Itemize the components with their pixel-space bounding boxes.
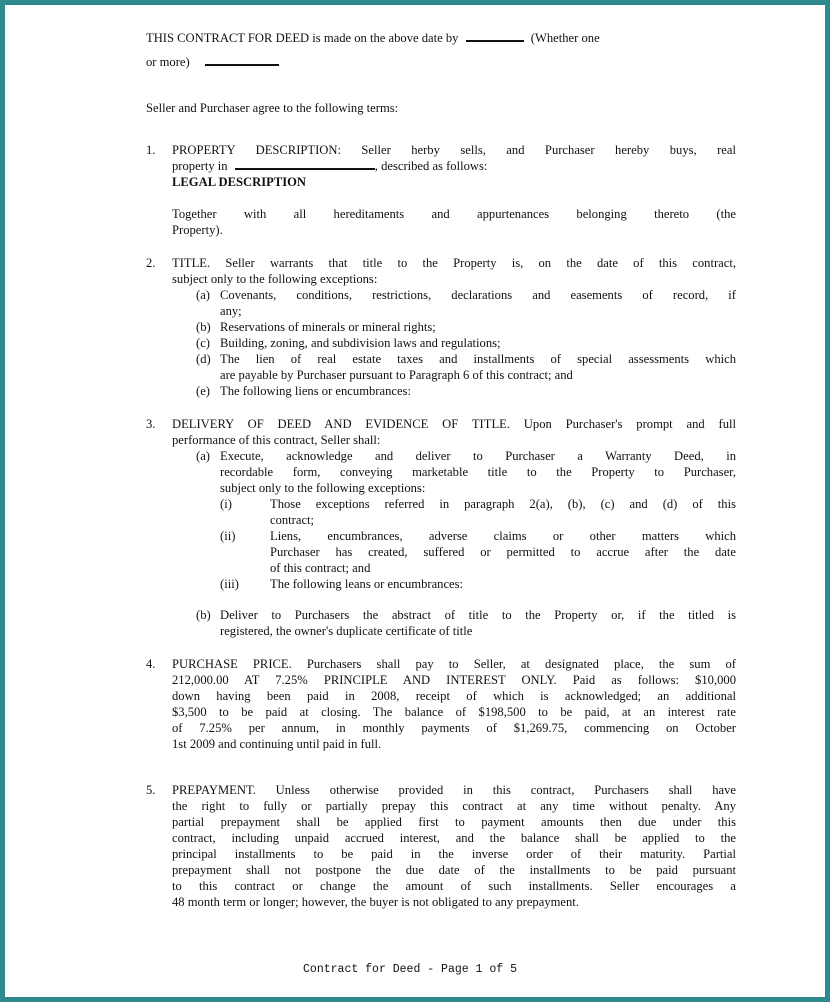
- s5-line: prepayment shall not postpone the due date of the installments to be paid pursuant: [172, 863, 736, 877]
- s3-sub-label: (i): [220, 497, 232, 511]
- s3-sub-text-cont: Purchaser has created, suffered or permitted to accrue after the date: [270, 545, 736, 559]
- s3-sub-text-cont: contract;: [270, 513, 315, 527]
- s2-number: 2.: [146, 256, 156, 270]
- s3-sub-label: (ii): [220, 529, 236, 543]
- property-location-blank: [235, 158, 375, 170]
- s2-item-text: Covenants, conditions, restrictions, declarations and easements of record, if: [220, 288, 736, 302]
- s2-item-label: (e): [196, 384, 210, 398]
- intro-text: THIS CONTRACT FOR DEED is made on the above date by: [146, 31, 459, 45]
- s5-line: PREPAYMENT. Unless otherwise provided in this contract, Purchasers shall have: [172, 783, 736, 797]
- s4-line: down having been paid in 2008, receipt of which is acknowledged; an additional: [172, 689, 736, 703]
- s1-described: , described as follows:: [374, 159, 488, 173]
- intro-line-2: [146, 54, 279, 70]
- s2-item-label: (d): [196, 352, 211, 366]
- s3-sub-label: (iii): [220, 577, 239, 591]
- s1-together-2: Property).: [172, 223, 223, 237]
- s5-line: partial prepayment shall be applied first to payment amounts then due under this: [172, 815, 736, 829]
- s2-item-text: The lien of real estate taxes and installments of special assessments which: [220, 352, 736, 366]
- s5-line: principal installments to be paid in the inverse order of their maturity. Partial: [172, 847, 736, 861]
- s5-line: contract, including unpaid accrued interest, and the balance shall be applied to the: [172, 831, 736, 845]
- s3-a-line-2: recordable form, conveying marketable title to the Property to Purchaser,: [220, 465, 736, 479]
- s2-item-text-cont: any;: [220, 304, 242, 318]
- s3-line-2: performance of this contract, Seller shall:: [172, 433, 381, 447]
- s3-number: 3.: [146, 417, 156, 431]
- s5-number: 5.: [146, 783, 156, 797]
- s3-line-1: DELIVERY OF DEED AND EVIDENCE OF TITLE. Upon Purchaser's prompt and full: [172, 417, 736, 431]
- s3-sub-text-cont: of this contract; and: [270, 561, 371, 575]
- s1-number: 1.: [146, 143, 156, 157]
- s2-item-text: The following liens or encumbrances:: [220, 384, 411, 398]
- s5-line: 48 month term or longer; however, the buyer is not obligated to any prepayment.: [172, 895, 579, 909]
- s4-line: 212,000.00 AT 7.25% PRINCIPLE AND INTEREST ONLY. Paid as follows: $10,000: [172, 673, 736, 687]
- s4-line: $3,500 to be paid at closing. The balance of $198,500 to be paid, at an interest rate: [172, 705, 736, 719]
- legal-description-text: LEGAL DESCRIPTION: [172, 175, 307, 189]
- s2-item-label: (a): [196, 288, 210, 302]
- s2-line-1: TITLE. Seller warrants that title to the Property is, on the date of this contract,: [172, 256, 736, 270]
- s4-line: of 7.25% per annum, in monthly payments of $1,269.75, commencing on October: [172, 721, 736, 735]
- s3-sub-text: Those exceptions referred in paragraph 2(a), (b), (c) and (d) of this: [270, 497, 736, 511]
- s3-sub-text: Liens, encumbrances, adverse claims or other matters which: [270, 529, 736, 543]
- s2-item-label: (b): [196, 320, 211, 334]
- s1-together-1: Together with all hereditaments and appurtenances belonging thereto (the: [172, 207, 736, 221]
- s2-item-text: Building, zoning, and subdivision laws and regulations;: [220, 336, 501, 350]
- page-footer: Contract for Deed - Page 1 of 5: [303, 963, 517, 976]
- s4-line: 1st 2009 and continuing until paid in full.: [172, 737, 382, 751]
- s3-b-line-2: registered, the owner's duplicate certificate of title: [220, 624, 473, 638]
- intro-tail: (Whether one: [530, 31, 600, 45]
- agree-text: Seller and Purchaser agree to the following terms:: [146, 101, 399, 115]
- party-blank: [466, 30, 524, 42]
- legal-description-heading: [172, 174, 306, 190]
- intro-line-1: [146, 30, 736, 46]
- intro-line-2-text: or more): [146, 55, 190, 69]
- s3-sub-text: The following leans or encumbrances:: [270, 577, 464, 591]
- s5-line: to this contract or change the amount of such installments. Seller encourages a: [172, 879, 736, 893]
- s3-a-line-3: subject only to the following exceptions:: [220, 481, 426, 495]
- s1-property-in: property in: [172, 159, 228, 173]
- s1-line-2: [172, 158, 487, 174]
- s3-b-label: (b): [196, 608, 211, 622]
- s2-item-label: (c): [196, 336, 210, 350]
- s3-a-line-1: Execute, acknowledge and deliver to Purchaser a Warranty Deed, in: [220, 449, 736, 463]
- s2-line-2: subject only to the following exceptions:: [172, 272, 378, 286]
- s1-line-1: PROPERTY DESCRIPTION: Seller herby sells, and Purchaser hereby buys, real: [172, 143, 736, 157]
- s4-number: 4.: [146, 657, 156, 671]
- s3-b-line-1: Deliver to Purchasers the abstract of title to the Property or, if the titled is: [220, 608, 736, 622]
- party-blank-2: [205, 54, 279, 66]
- s2-item-text-cont: are payable by Purchaser pursuant to Paragraph 6 of this contract; and: [220, 368, 573, 382]
- s5-line: the right to fully or partially prepay this contract at any time without penalty. Any: [172, 799, 736, 813]
- s3-a-label: (a): [196, 449, 210, 463]
- s2-item-text: Reservations of minerals or mineral rights;: [220, 320, 436, 334]
- s4-line: PURCHASE PRICE. Purchasers shall pay to Seller, at designated place, the sum of: [172, 657, 736, 671]
